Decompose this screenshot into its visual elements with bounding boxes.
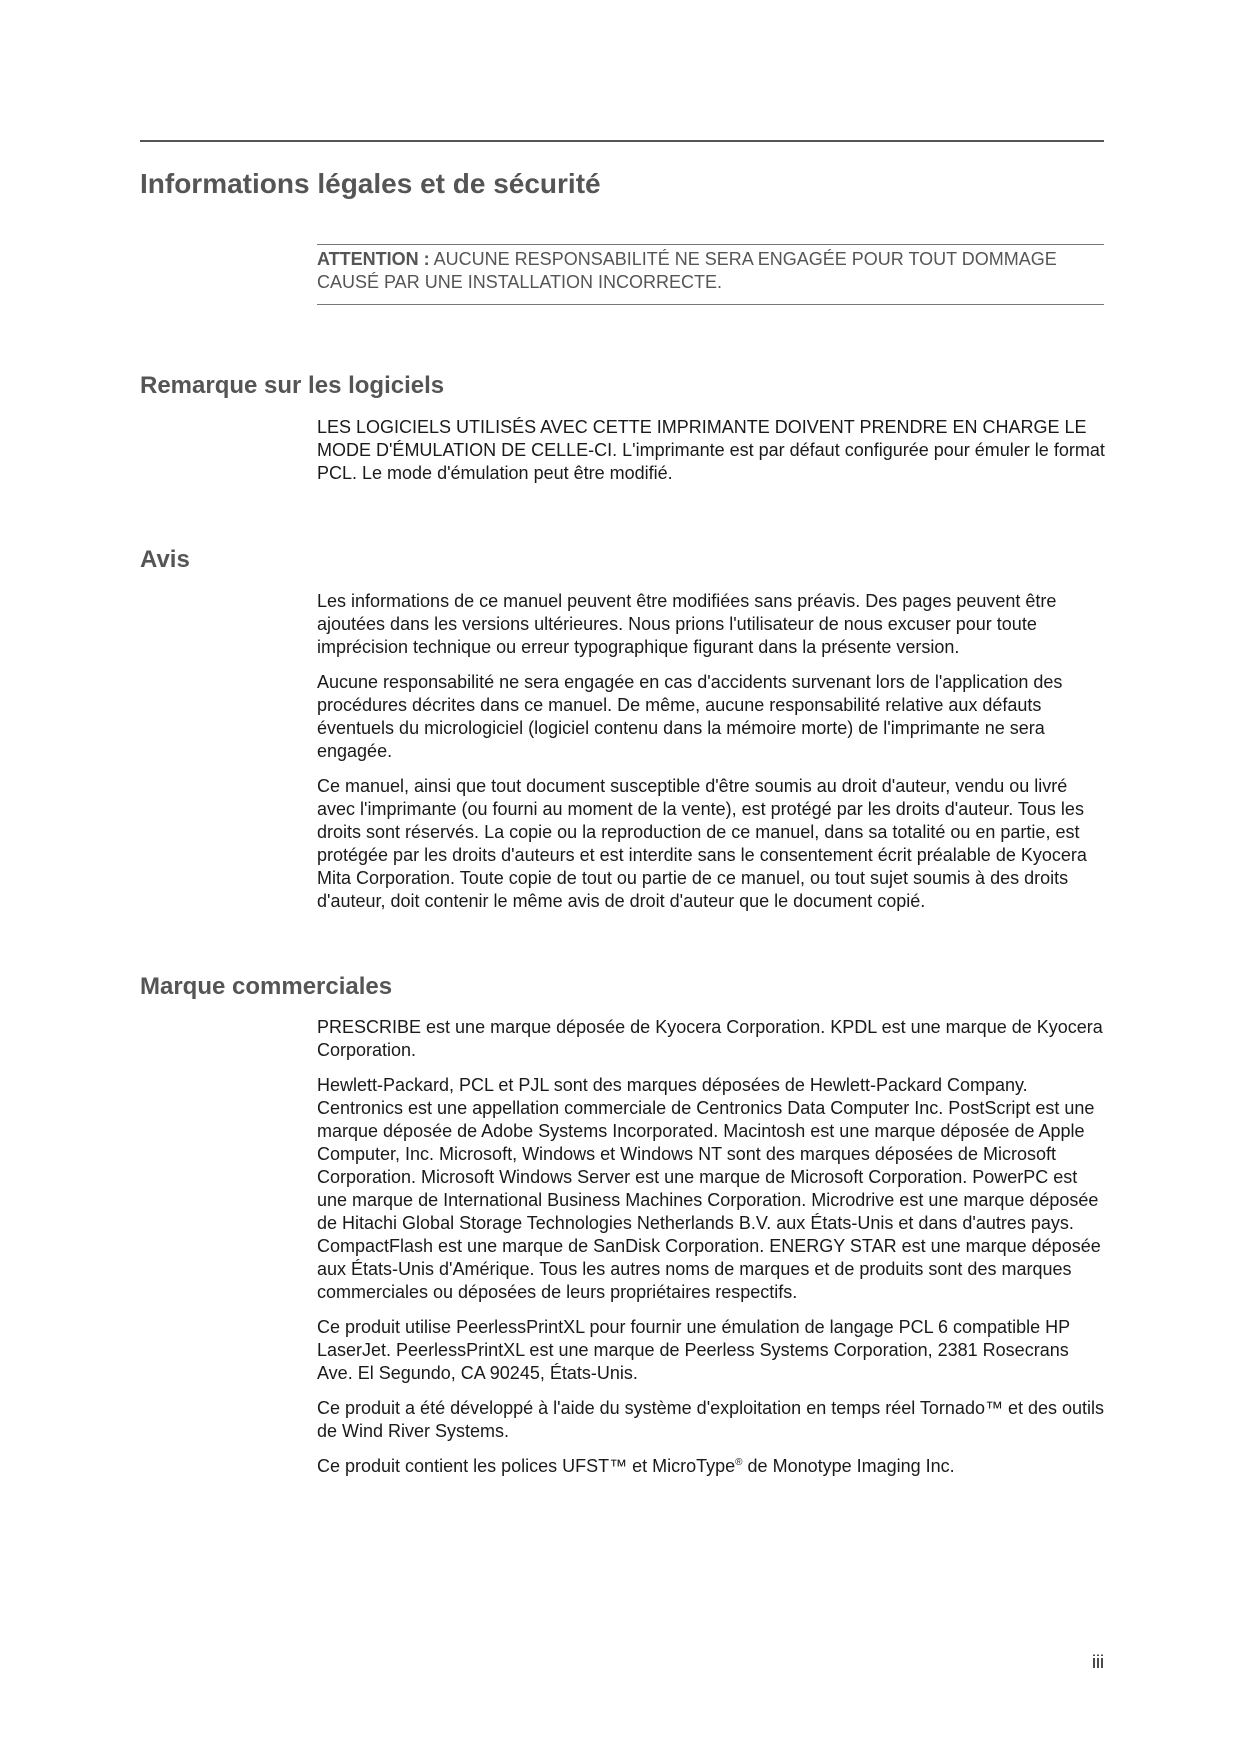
section-heading-software: Remarque sur les logiciels [140, 372, 445, 399]
attention-notice [317, 244, 1104, 305]
paragraph: Hewlett-Packard, PCL et PJL sont des marques déposées de Hewlett-Packard Company. Centronics est une appellation commerciale de Centronics Data Computer Inc. PostScript est une marque déposée de Adobe Systems Incorporated. Macintosh est une marque déposée de Apple Computer, Inc. Microsoft, Windows et Windows NT sont des marques déposées de Microsoft Corporation. Microsoft Windows Server est une marque de Microsoft Corporation. PowerPC est une marque de International Business Machines Corporation. Microdrive est une marque déposée de Hitachi Global Storage Technologies Netherlands B.V. aux États-Unis et dans d'autres pays. CompactFlash est une marque de SanDisk Corporation. ENERGY STAR est une marque déposée aux États-Unis d'Amérique. Tous les autres noms de marques et de produits sont des marques commerciales ou déposées de leurs propriétaires respectifs. [317, 1075, 1101, 1302]
registered-mark: ® [735, 1457, 743, 1468]
page-number: iii [1092, 1652, 1104, 1672]
section-body-software [317, 416, 1107, 497]
top-rule [140, 140, 1104, 142]
paragraph: PRESCRIBE est une marque déposée de Kyocera Corporation. KPDL est une marque de Kyocera Corporation. [317, 1017, 1103, 1060]
section-body-trademarks [317, 1016, 1107, 1490]
paragraph: Ce produit a été développé à l'aide du système d'exploitation en temps réel Tornado™ et des outils de Wind River Systems. [317, 1398, 1105, 1441]
section-heading-trademarks: Marque commerciales [140, 973, 393, 1000]
fonts-text-after: de Monotype Imaging Inc. [742, 1456, 955, 1476]
fonts-text-before: Ce produit contient les polices UFST™ et MicroType [317, 1456, 736, 1476]
attention-text: AUCUNE RESPONSABILITÉ NE SERA ENGAGÉE POUR TOUT DOMMAGE CAUSÉ PAR UNE INSTALLATION INCORRECTE. [317, 249, 1057, 292]
section-body-notice [317, 590, 1107, 925]
paragraph: LES LOGICIELS UTILISÉS AVEC CETTE IMPRIMANTE DOIVENT PRENDRE EN CHARGE LE MODE D'ÉMULATION DE CELLE-CI. L'imprimante est par défaut configurée pour émuler le format PCL. Le mode d'émulation peut être modifié. [317, 417, 1105, 483]
paragraph: Les informations de ce manuel peuvent être modifiées sans préavis. Des pages peuvent être ajoutées dans les versions ultérieures. Nous prions l'utilisateur de nous excuser pour toute imprécision technique ou erreur typographique figurant dans la présente version. [317, 591, 1057, 657]
paragraph-fonts [317, 1455, 1107, 1478]
paragraph: Aucune responsabilité ne sera engagée en cas d'accidents survenant lors de l'application des procédures décrites dans ce manuel. De même, aucune responsabilité relative aux défauts éventuels du micrologiciel (logiciel contenu dans la mémoire morte) de l'imprimante ne sera engagée. [317, 672, 1063, 761]
page-title: Informations légales et de sécurité [140, 168, 601, 199]
paragraph: Ce manuel, ainsi que tout document susceptible d'être soumis au droit d'auteur, vendu ou livré avec l'imprimante (ou fourni au moment de la vente), est protégé par les droits d'auteur. Tous les droits sont réservés. La copie ou la reproduction de ce manuel, dans sa totalité ou en partie, est protégée par les droits d'auteurs et est interdite sans le consentement écrit préalable de Kyocera Mita Corporation. Toute copie de tout ou partie de ce manuel, ou tout sujet soumis à des droits d'auteur, doit contenir le même avis de droit d'auteur que le document copié. [317, 776, 1087, 911]
paragraph: Ce produit utilise PeerlessPrintXL pour fournir une émulation de langage PCL 6 compatible HP LaserJet. PeerlessPrintXL est une marque de Peerless Systems Corporation, 2381 Rosecrans Ave. El Segundo, CA 90245, États-Unis. [317, 1317, 1070, 1383]
attention-label: ATTENTION : [317, 249, 430, 269]
section-heading-notice: Avis [140, 546, 190, 573]
